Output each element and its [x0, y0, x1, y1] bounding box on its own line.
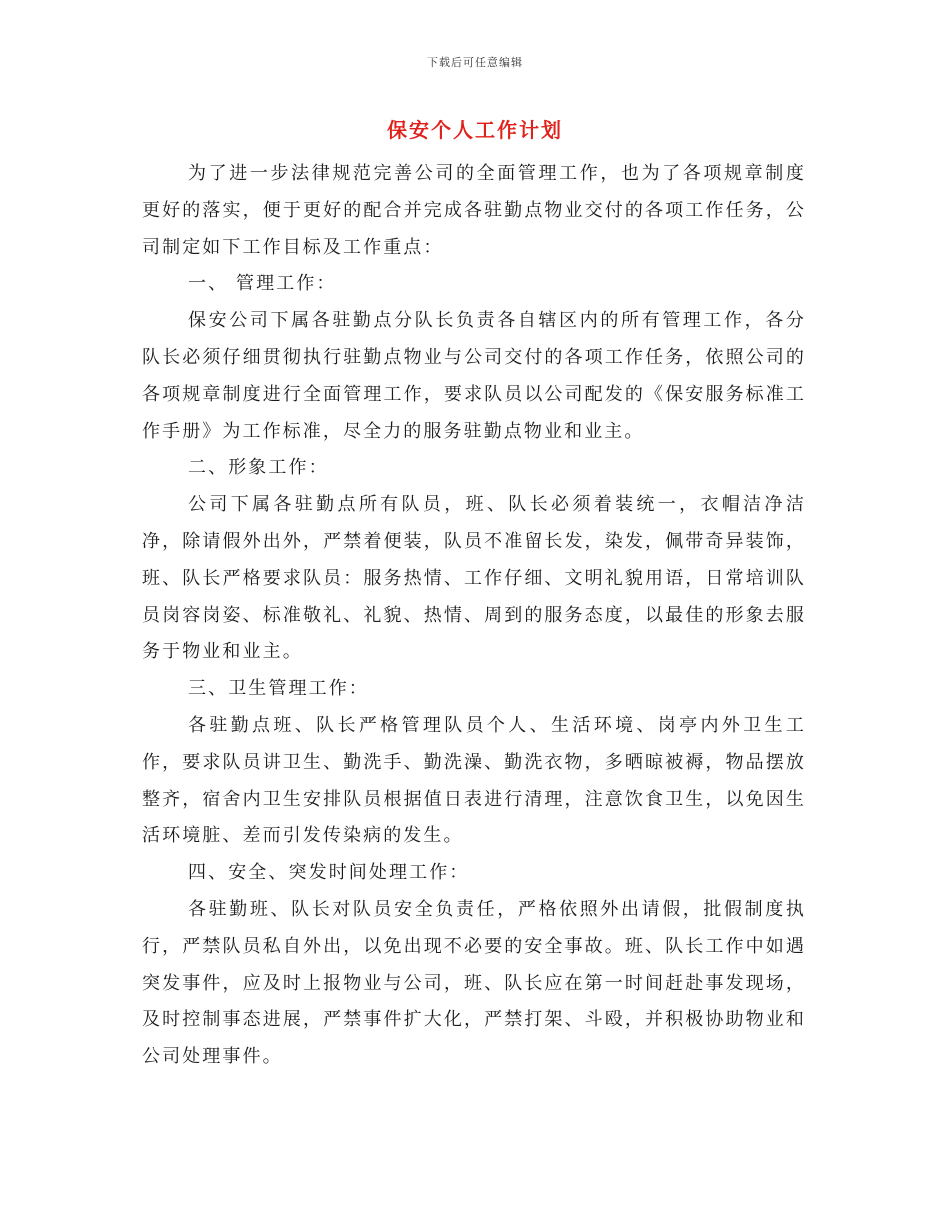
intro-paragraph: 为了进一步法律规范完善公司的全面管理工作，也为了各项规章制度更好的落实，便于更好的配合并完成各驻勤点物业交付的各项工作任务，公司制定如下工作目标及工作重点： [142, 163, 806, 258]
page-header-note: 下载后可任意编辑 [427, 56, 523, 69]
section-heading-safety: 四、安全、突发时间处理工作： [188, 862, 470, 884]
document-title: 保安个人工作计划 [387, 118, 563, 142]
section-heading-image: 二、形象工作： [188, 457, 329, 479]
image-paragraph: 公司下属各驻勤点所有队员，班、队长必须着装统一，衣帽洁净洁净，除请假外出外，严禁着便装，队员不准留长发，染发，佩带奇异装饰，班、队长严格要求队员：服务热情、工作仔细、文明礼貌用语，日常培训队员岗容岗姿、标准敬礼、礼貌、热情、周到的服务态度，以最佳的形象去服务于物业和业主。 [142, 494, 806, 663]
hygiene-paragraph: 各驻勤点班、队长严格管理队员个人、生活环境、岗亭内外卫生工作，要求队员讲卫生、勤洗手、勤洗澡、勤洗衣物，多晒晾被褥，物品摆放整齐，宿舍内卫生安排队员根据值日表进行清理，注意饮食卫生，以免因生活环境脏、差而引发传染病的发生。 [142, 714, 806, 847]
section-heading-management: 一、 管理工作： [188, 273, 337, 295]
management-paragraph: 保安公司下属各驻勤点分队长负责各自辖区内的所有管理工作，各分队长必须仔细贯彻执行驻勤点物业与公司交付的各项工作任务，依照公司的各项规章制度进行全面管理工作，要求队员以公司配发的《保安服务标准工作手册》为工作标准，尽全力的服务驻勤点物业和业主。 [142, 310, 806, 442]
document-body [142, 156, 806, 1076]
safety-paragraph: 各驻勤班、队长对队员安全负责任，严格依照外出请假，批假制度执行，严禁队员私自外出，以免出现不必要的安全事故。班、队长工作中如遇突发事件，应及时上报物业与公司，班、队长应在第一时间赶赴事发现场，及时控制事态进展，严禁事件扩大化，严禁打架、斗殴，并积极协助物业和公司处理事件。 [142, 898, 806, 1068]
section-heading-hygiene: 三、卫生管理工作： [188, 678, 369, 700]
